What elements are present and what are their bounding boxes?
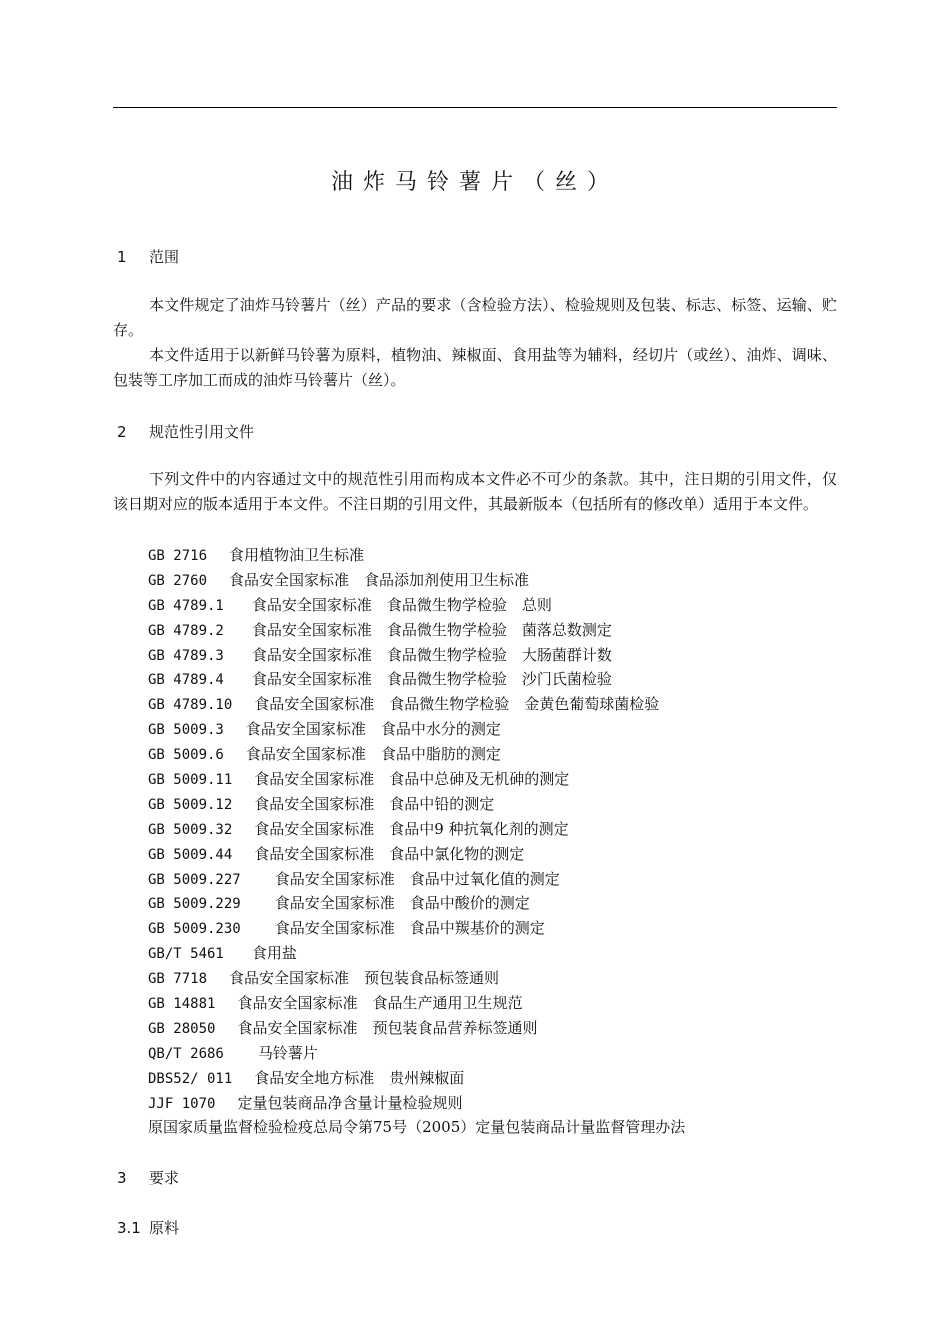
reference-item — [148, 767, 685, 792]
reference-code: GB 14881 — [148, 996, 216, 1013]
section-number: 1 — [117, 248, 127, 266]
reference-title: 食品安全国家标准 食品中氯化物的测定 — [254, 844, 525, 863]
reference-title: 食品安全地方标准 贵州辣椒面 — [254, 1068, 465, 1087]
reference-title: 食品安全国家标准 预包装食品标签通则 — [229, 969, 500, 988]
reference-code: GB 5009.11 — [148, 772, 233, 789]
reference-code: GB 5009.227 — [148, 871, 241, 888]
reference-item — [148, 991, 685, 1016]
reference-list — [148, 543, 685, 1140]
section-2-heading — [117, 422, 254, 442]
reference-title: 食品安全国家标准 食品生产通用卫生规范 — [237, 994, 523, 1013]
section-1-heading — [117, 247, 179, 267]
reference-item — [148, 817, 685, 842]
reference-code: GB 4789.2 — [148, 622, 224, 639]
reference-code: DBS52/ 011 — [148, 1070, 233, 1087]
section-number: 3 — [117, 1169, 127, 1187]
reference-item — [148, 1066, 685, 1091]
reference-code: GB 4789.4 — [148, 672, 224, 689]
reference-title: 食用盐 — [251, 944, 297, 963]
section-3-1-heading — [117, 1218, 179, 1238]
reference-title: 食品安全国家标准 食品中过氧化值的测定 — [274, 869, 560, 888]
section-title: 规范性引用文件 — [149, 423, 255, 441]
reference-code: GB 4789.3 — [148, 647, 224, 664]
reference-title: 食品安全国家标准 预包装食品营养标签通则 — [237, 1018, 538, 1037]
reference-item — [148, 593, 685, 618]
section-number: 2 — [117, 423, 127, 441]
reference-code: GB 5009.229 — [148, 896, 241, 913]
reference-item — [148, 643, 685, 668]
reference-title: 食用植物油卫生标准 — [229, 546, 365, 564]
reference-code: GB 28050 — [148, 1020, 216, 1037]
reference-title: 食品安全国家标准 食品中总砷及无机砷的测定 — [254, 770, 570, 789]
reference-item — [148, 742, 685, 767]
reference-title: 食品安全国家标准 食品中羰基价的测定 — [274, 919, 545, 938]
reference-code: JJF 1070 — [148, 1095, 216, 1112]
reference-title: 食品安全国家标准 食品微生物学检验 沙门氏菌检验 — [251, 670, 612, 689]
reference-item — [148, 1016, 685, 1041]
reference-item — [148, 667, 685, 692]
reference-code: GB 5009.6 — [148, 747, 224, 764]
reference-title: 食品安全国家标准 食品微生物学检验 大肠菌群计数 — [251, 645, 612, 664]
reference-title: 定量包装商品净含量计量检验规则 — [237, 1093, 463, 1112]
reference-code: GB 7718 — [148, 971, 208, 988]
reference-code: GB 4789.10 — [148, 697, 233, 714]
reference-item — [148, 717, 685, 742]
reference-title: 食品安全国家标准 食品微生物学检验 总则 — [251, 595, 552, 614]
document-title: 油炸马铃薯片（丝） — [330, 170, 619, 195]
reference-code: GB 5009.12 — [148, 796, 233, 813]
section-title: 要求 — [149, 1169, 180, 1187]
reference-item — [148, 1091, 685, 1116]
reference-code: GB 2760 — [148, 572, 208, 589]
reference-item — [148, 568, 685, 593]
reference-item — [148, 916, 685, 941]
section-3-heading — [117, 1168, 179, 1188]
reference-item — [148, 941, 685, 966]
reference-title: 马铃薯片 — [257, 1043, 318, 1062]
section-title: 范围 — [149, 248, 180, 266]
reference-title: 食品安全国家标准 食品中9 种抗氧化剂的测定 — [254, 819, 569, 838]
subsection-title: 原料 — [149, 1219, 180, 1237]
reference-code: GB 4789.1 — [148, 597, 224, 614]
reference-title: 食品安全国家标准 食品中脂肪的测定 — [245, 745, 501, 764]
reference-item — [148, 867, 685, 892]
reference-code: GB 2716 — [148, 548, 208, 564]
reference-title: 食品安全国家标准 食品添加剂使用卫生标准 — [229, 570, 530, 589]
reference-title: 食品安全国家标准 食品微生物学检验 菌落总数测定 — [251, 620, 612, 639]
scope-paragraph-2: 本文件适用于以新鲜马铃薯为原料，植物油、辣椒面、食用盐等为辅料，经切片（或丝）、油炸、调味、包装等工序加工而成的油炸马铃薯片（丝）。 — [113, 346, 837, 389]
references-intro: 下列文件中的内容通过文中的规范性引用而构成本文件必不可少的条款。其中，注日期的引用文件，仅该日期对应的版本适用于本文件。不注日期的引用文件，其最新版本（包括所有的修改单）适用于本文件。 — [113, 470, 837, 513]
reference-title: 食品安全国家标准 食品中水分的测定 — [245, 720, 501, 739]
header-rule — [113, 107, 837, 108]
reference-title: 食品安全国家标准 食品中酸价的测定 — [274, 894, 530, 913]
reference-item — [148, 692, 685, 717]
reference-item — [148, 618, 685, 643]
reference-item — [148, 966, 685, 991]
scope-paragraph-1: 本文件规定了油炸马铃薯片（丝）产品的要求（含检验方法）、检验规则及包装、标志、标签、运输、贮存。 — [113, 296, 837, 339]
reference-item — [148, 1041, 685, 1066]
reference-item — [148, 891, 685, 916]
reference-code: GB 5009.230 — [148, 921, 241, 938]
reference-code: GB 5009.44 — [148, 846, 233, 863]
reference-item — [148, 1115, 685, 1140]
reference-title: 食品安全国家标准 食品微生物学检验 金黄色葡萄球菌检验 — [254, 695, 660, 714]
reference-code: GB/T 5461 — [148, 946, 224, 963]
reference-item — [148, 543, 685, 568]
reference-title: 食品安全国家标准 食品中铅的测定 — [254, 794, 495, 813]
subsection-number: 3.1 — [117, 1219, 141, 1237]
reference-code: GB 5009.32 — [148, 821, 233, 838]
reference-title: 原国家质量监督检验检疫总局令第75号（2005）定量包装商品计量监督管理办法 — [148, 1118, 686, 1137]
reference-item — [148, 842, 685, 867]
reference-item — [148, 792, 685, 817]
reference-code: QB/T 2686 — [148, 1045, 224, 1062]
reference-code: GB 5009.3 — [148, 722, 224, 739]
